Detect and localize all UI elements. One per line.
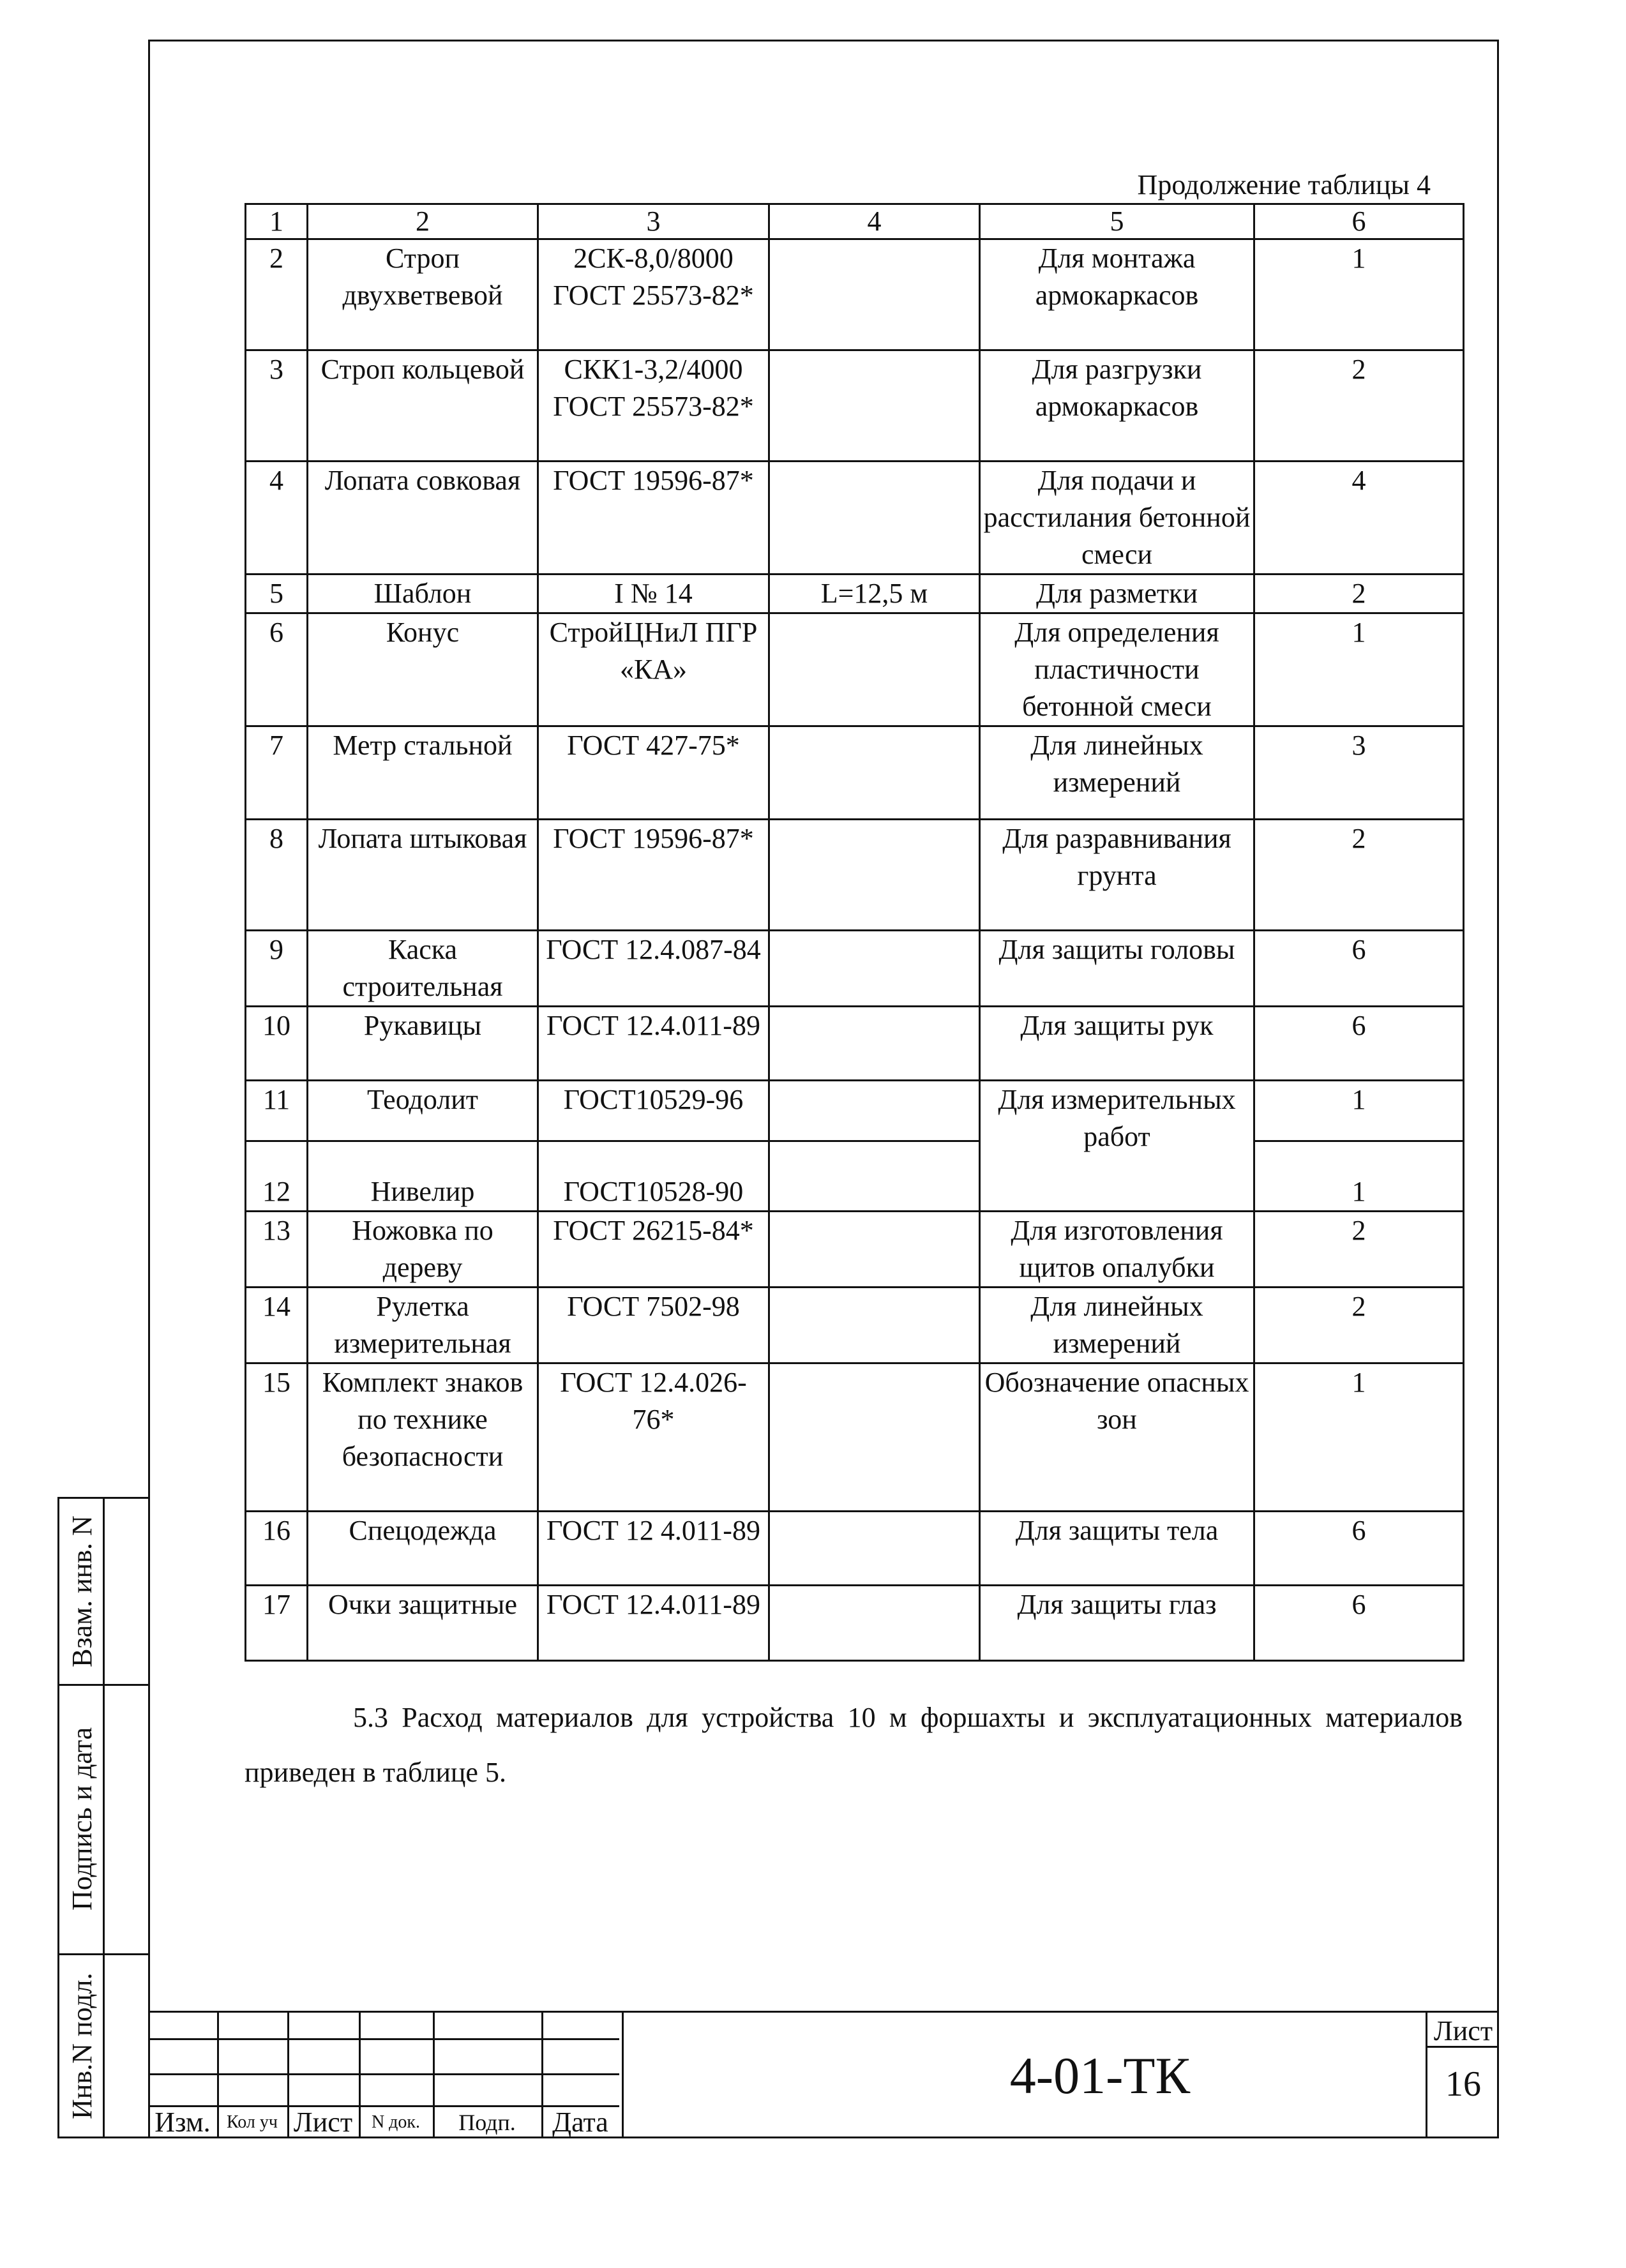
rev-col-izm: Изм. [154, 2107, 211, 2138]
item-standard: ГОСТ 427-75* [538, 726, 769, 820]
item-quantity: 2 [1254, 1288, 1464, 1363]
rev-col-list: Лист [293, 2107, 353, 2138]
row-number: 2 [246, 239, 308, 350]
item-purpose: Для защиты глаз [980, 1586, 1254, 1661]
item-purpose: Для изготовления щитов опалубки [980, 1212, 1254, 1288]
item-quantity: 1 [1254, 1081, 1464, 1141]
table-row [246, 1081, 1464, 1141]
document-code: 4-01-ТК [622, 2013, 1576, 2138]
item-quantity: 1 [1254, 1363, 1464, 1512]
rev-col-data: Дата [552, 2107, 608, 2138]
item-parameter [769, 613, 980, 726]
item-parameter [769, 1081, 980, 1141]
item-quantity: 6 [1254, 1007, 1464, 1081]
item-name: Рукавицы [308, 1007, 538, 1081]
item-name: Рулетка измерительная [308, 1288, 538, 1363]
table-row [246, 1288, 1464, 1363]
item-quantity: 2 [1254, 575, 1464, 613]
table-caption: Продолжение таблицы 4 [1137, 169, 1431, 200]
item-quantity: 4 [1254, 462, 1464, 575]
item-parameter [769, 1288, 980, 1363]
item-standard: ГОСТ10529-96 [538, 1081, 769, 1141]
item-quantity: 3 [1254, 726, 1464, 820]
item-purpose: Для разравнивания грунта [980, 820, 1254, 931]
row-number: 3 [246, 350, 308, 462]
item-purpose: Для разгрузки армокаркасов [980, 350, 1254, 462]
item-parameter [769, 931, 980, 1007]
table-row [246, 931, 1464, 1007]
item-parameter [769, 1363, 980, 1512]
item-name: Спецодежда [308, 1512, 538, 1586]
item-standard: ГОСТ 12.4.011-89 [538, 1586, 769, 1661]
item-name: Комплект знаков по технике безопасности [308, 1363, 538, 1512]
item-name: Строп кольцевой [308, 350, 538, 462]
table-row [246, 820, 1464, 931]
item-quantity: 6 [1254, 1586, 1464, 1661]
item-purpose: Обозначение опасных зон [980, 1363, 1254, 1512]
header-cell: 1 [246, 204, 308, 239]
row-number: 13 [246, 1212, 308, 1288]
signature-date-label: Подпись и дата [66, 1727, 98, 1911]
table-row [246, 1512, 1464, 1586]
item-parameter: L=12,5 м [769, 575, 980, 613]
row-number: 5 [246, 575, 308, 613]
sheet-box [1426, 2013, 1499, 2138]
row-number: 7 [246, 726, 308, 820]
table-row [246, 1586, 1464, 1661]
item-name: Строп двухветвевой [308, 239, 538, 350]
item-parameter [769, 1212, 980, 1288]
item-purpose: Для линейных измерений [980, 1288, 1254, 1363]
item-parameter [769, 1512, 980, 1586]
item-quantity: 6 [1254, 931, 1464, 1007]
row-number: 4 [246, 462, 308, 575]
item-name: Конус [308, 613, 538, 726]
original-inventory-label: Инв.N подл. [66, 1972, 98, 2119]
row-number: 8 [246, 820, 308, 931]
item-standard: 2СК-8,0/8000 ГОСТ 25573-82* [538, 239, 769, 350]
row-number: 11 [246, 1081, 308, 1141]
item-quantity: 1 [1254, 1141, 1464, 1212]
rev-col-n-dok: N док. [371, 2112, 421, 2132]
item-parameter [769, 462, 980, 575]
revision-grid [148, 2013, 619, 2138]
sheet-label: Лист [1427, 2014, 1499, 2048]
item-purpose: Для разметки [980, 575, 1254, 613]
side-stamp-strip [57, 1497, 148, 2138]
header-cell: 6 [1254, 204, 1464, 239]
item-purpose: Для подачи и расстилания бетонной смеси [980, 462, 1254, 575]
item-standard: ГОСТ 19596-87* [538, 462, 769, 575]
item-name: Очки защитные [308, 1586, 538, 1661]
item-purpose: Для измерительных работ [980, 1081, 1254, 1212]
item-name: Теодолит [308, 1081, 538, 1141]
table-row [246, 726, 1464, 820]
header-cell: 2 [308, 204, 538, 239]
item-standard: ГОСТ 26215-84* [538, 1212, 769, 1288]
row-number: 9 [246, 931, 308, 1007]
table-row [246, 1007, 1464, 1081]
rev-col-podp: Подп. [458, 2110, 516, 2135]
side-strip-divider [103, 1499, 105, 2137]
item-parameter [769, 239, 980, 350]
equipment-table [245, 203, 1464, 1662]
item-parameter [769, 350, 980, 462]
item-standard: ГОСТ 12.4.011-89 [538, 1007, 769, 1081]
table-row [246, 1363, 1464, 1512]
row-number: 14 [246, 1288, 308, 1363]
table-header-row [246, 204, 1464, 239]
item-purpose: Для защиты головы [980, 931, 1254, 1007]
item-parameter [769, 1007, 980, 1081]
item-quantity: 1 [1254, 239, 1464, 350]
item-quantity: 6 [1254, 1512, 1464, 1586]
item-parameter [769, 1141, 980, 1212]
item-parameter [769, 726, 980, 820]
item-name: Лопата штыковая [308, 820, 538, 931]
item-standard: ГОСТ 7502-98 [538, 1288, 769, 1363]
row-number: 16 [246, 1512, 308, 1586]
table-row [246, 1141, 1464, 1212]
item-purpose: Для монтажа армокаркасов [980, 239, 1254, 350]
row-number: 12 [246, 1141, 308, 1212]
item-quantity: 1 [1254, 613, 1464, 726]
item-standard: ГОСТ 19596-87* [538, 820, 769, 931]
body-paragraph: 5.3 Расход материалов для устройства 10 м форшахты и эксплуатационных материалов приведен в таблице 5. [245, 1702, 1463, 1788]
row-number: 6 [246, 613, 308, 726]
item-standard: ГОСТ 12 4.011-89 [538, 1512, 769, 1586]
table-row [246, 350, 1464, 462]
sheet-number: 16 [1445, 2064, 1481, 2104]
item-standard: ГОСТ 12.4.026-76* [538, 1363, 769, 1512]
item-purpose: Для линейных измерений [980, 726, 1254, 820]
item-standard: ГОСТ10528-90 [538, 1141, 769, 1212]
row-number: 17 [246, 1586, 308, 1661]
item-standard: СтройЦНиЛ ПГР «КА» [538, 613, 769, 726]
row-number: 15 [246, 1363, 308, 1512]
item-purpose: Для определения пластичности бетонной смеси [980, 613, 1254, 726]
table-row [246, 1212, 1464, 1288]
item-purpose: Для защиты тела [980, 1512, 1254, 1586]
item-parameter [769, 1586, 980, 1661]
item-name: Метр стальной [308, 726, 538, 820]
item-quantity: 2 [1254, 820, 1464, 931]
title-block [148, 2011, 1499, 2138]
item-standard: ГОСТ 12.4.087-84 [538, 931, 769, 1007]
item-name: Каска строительная [308, 931, 538, 1007]
item-parameter [769, 820, 980, 931]
item-quantity: 2 [1254, 350, 1464, 462]
item-name: Ножовка по дереву [308, 1212, 538, 1288]
table-row [246, 613, 1464, 726]
table-row [246, 575, 1464, 613]
header-cell: 3 [538, 204, 769, 239]
item-standard: СКК1-3,2/4000 ГОСТ 25573-82* [538, 350, 769, 462]
header-cell: 4 [769, 204, 980, 239]
table-row [246, 462, 1464, 575]
item-purpose: Для защиты рук [980, 1007, 1254, 1081]
header-cell: 5 [980, 204, 1254, 239]
row-number: 10 [246, 1007, 308, 1081]
item-name: Лопата совковая [308, 462, 538, 575]
item-standard: I № 14 [538, 575, 769, 613]
replaced-inventory-label: Взам. инв. N [66, 1515, 98, 1667]
table-row [246, 239, 1464, 350]
rev-col-kol-uch: Кол уч [227, 2112, 278, 2132]
item-name: Нивелир [308, 1141, 538, 1212]
item-quantity: 2 [1254, 1212, 1464, 1288]
item-name: Шаблон [308, 575, 538, 613]
